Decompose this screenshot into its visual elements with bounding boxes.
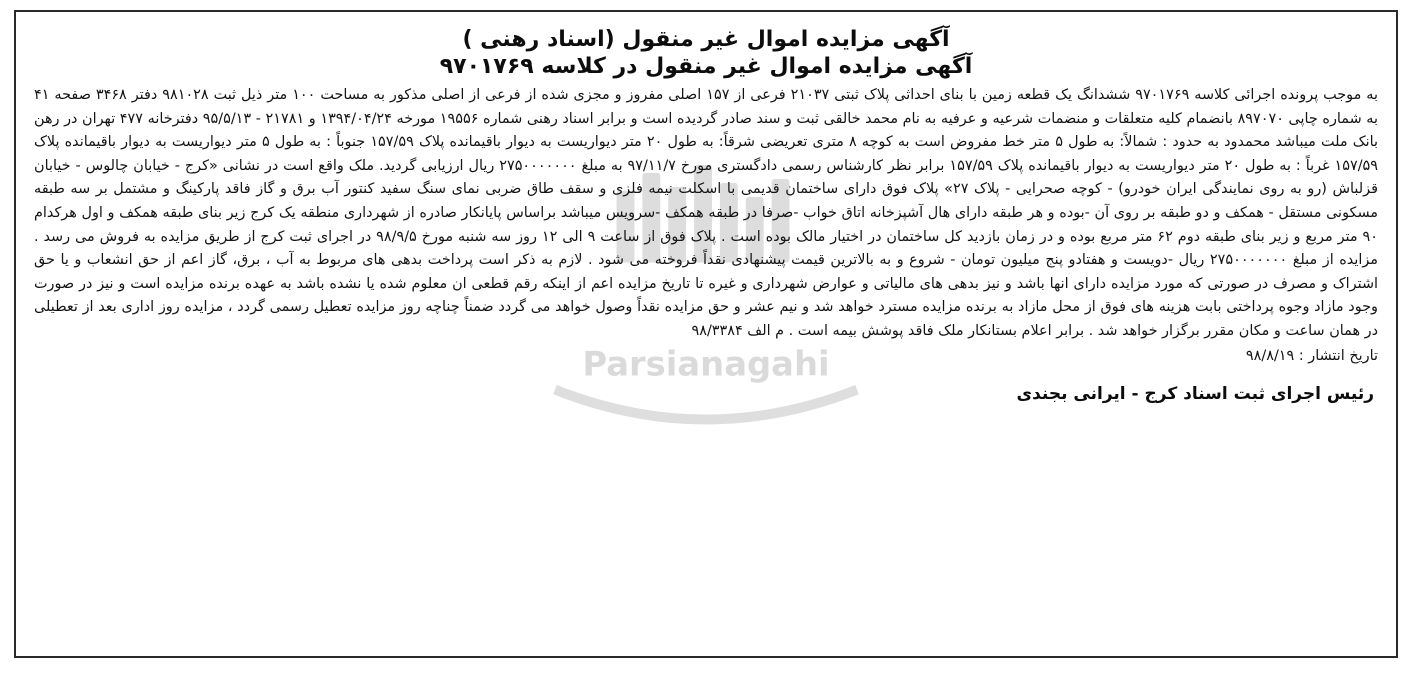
notice-body: به موجب پرونده اجرائی کلاسه ۹۷۰۱۷۶۹ ششدانگ یک قطعه زمین با بنای احداثی پلاک ثبتی ۲۱۰۳۷ فرعی از ۱۵۷ اصلی مفروز و مجزی شده از فرعی از اصلی مذکور به مساحت ۱۰۰ متر ذیل ثبت ۹۸۱۰۲۸ دفتر ۳۴۶۸ صفحه ۴۱ به شماره چاپی ۸۹۷۰۷۰ بانضمام کلیه متعلقات و منضمات شرعیه و عرفیه به نام محمد خالقی ثبت و سند صادر گردیده است و برابر اسناد رهنی شماره ۱۹۵۵۶ مورخه ۱۳۹۴/۰۴/۲۴ و ۲۱۷۸۱ - ۹۵/۵/۱۳ دفترخانه ۴۷۷ تهران در رهن بانک ملت میباشد محمدود به حدود : شمالاً: به طول ۵ متر خط مفروض است به کوچه ۸ متری تعریضی شرقاً: به طول ۲۰ متر دیواریست به دیوار باقیمانده پلاک ۱۵۷/۵۹ جنوباً : به طول ۵ متر دیواریست به دیوار باقیمانده پلاک ۱۵۷/۵۹ غرباً : به طول ۲۰ متر دیواریست به دیوار باقیمانده پلاک ۱۵۷/۵۹ برابر نظر کارشناس رسمی دادگستری مورخ ۹۷/۱۱/۷ به مبلغ ۲۷۵۰۰۰۰۰۰۰ ریال ارزیابی گردید. ملک واقع است در نشانی «کرج - خیابان چالوس - خیابان قزلباش (رو به روی نمایندگی ایران خودرو) - کوچه صحرایی - پلاک ۲۷» پلاک فوق دارای ساختمان قدیمی با اسکلت نیمه فلزی و سقف طاق ضربی نمای سنگ سفید کنتور آب برق و گاز فاقد پارکینگ و مشتمل بر سه طبقه مسکونی مستقل - همکف و دو طبقه بر روی آن -بوده و هر طبقه دارای هال آشپزخانه اتاق خواب -صرفا در طبقه همکف -سرویس میباشد براساس پایانکار صادره از شهرداری منطقه یک کرج زیر بنای طبقه همکف و اول هرکدام ۹۰ متر مربع و زیر بنای طبقه دوم ۶۲ متر مربع بوده و در زمان بازدید کل ساختمان در اختیار مالک بوده است . پلاک فوق از ساعت ۹ الی ۱۲ روز سه شنبه مورخ ۹۸/۹/۵ در اجرای ثبت کرج از طریق مزایده به فروش می رسد . مزایده از مبلغ ۲۷۵۰۰۰۰۰۰۰ ریال -دویست و هفتادو پنج میلیون تومان - شروع و به بالاترین قیمت پیشنهادی نقداً فروخته می شود . لازم به ذکر است پرداخت بدهی های مربوط به آب ، برق، گاز اعم از حق انشعاب و یا حق اشتراک و مصرف در صورتی که مورد مزایده دارای انها باشد و نیز بدهی های مالیاتی و عوارض شهرداری و غیره تا تاریخ مزایده اعم از اینکه رقم قطعی ان معلوم شده یا نشده باشد به عهده برنده مزایده است و نیز در صورت وجود مازاد وجوه پرداختی بابت هزینه های فوق از محل مازاد به برنده مزایده مسترد خواهد شد و نیم عشر و حق مزایده نقداً وصول خواهد می گردد ضمناً چناچه روز مزایده تعطیل رسمی گردد ، مزایده روز اداری بعد از تعطیلی در همان ساعت و مکان مقرر برگزار خواهد شد . برابر اعلام بستانکار ملک فاقد پوشش بیمه است . م الف ۹۸/۳۳۸۴ <box>34 87 1379 339</box>
notice-subtitle: آگهی مزایده اموال غیر منقول در کلاسه ۹۷۰۱۷۶۹ <box>439 54 973 79</box>
notice-header <box>16 26 1396 80</box>
signature: رئیس اجرای ثبت اسناد کرج - ایرانی بجندی <box>1016 383 1374 404</box>
publish-date: تاریخ انتشار : ۹۸/۸/۱۹ <box>1245 347 1378 364</box>
watermark-logo-text: Parsianagahi <box>582 344 830 384</box>
notice-frame <box>14 10 1398 658</box>
notice-title: آگهی مزایده اموال غیر منقول (اسناد رهنی ) <box>462 27 950 52</box>
